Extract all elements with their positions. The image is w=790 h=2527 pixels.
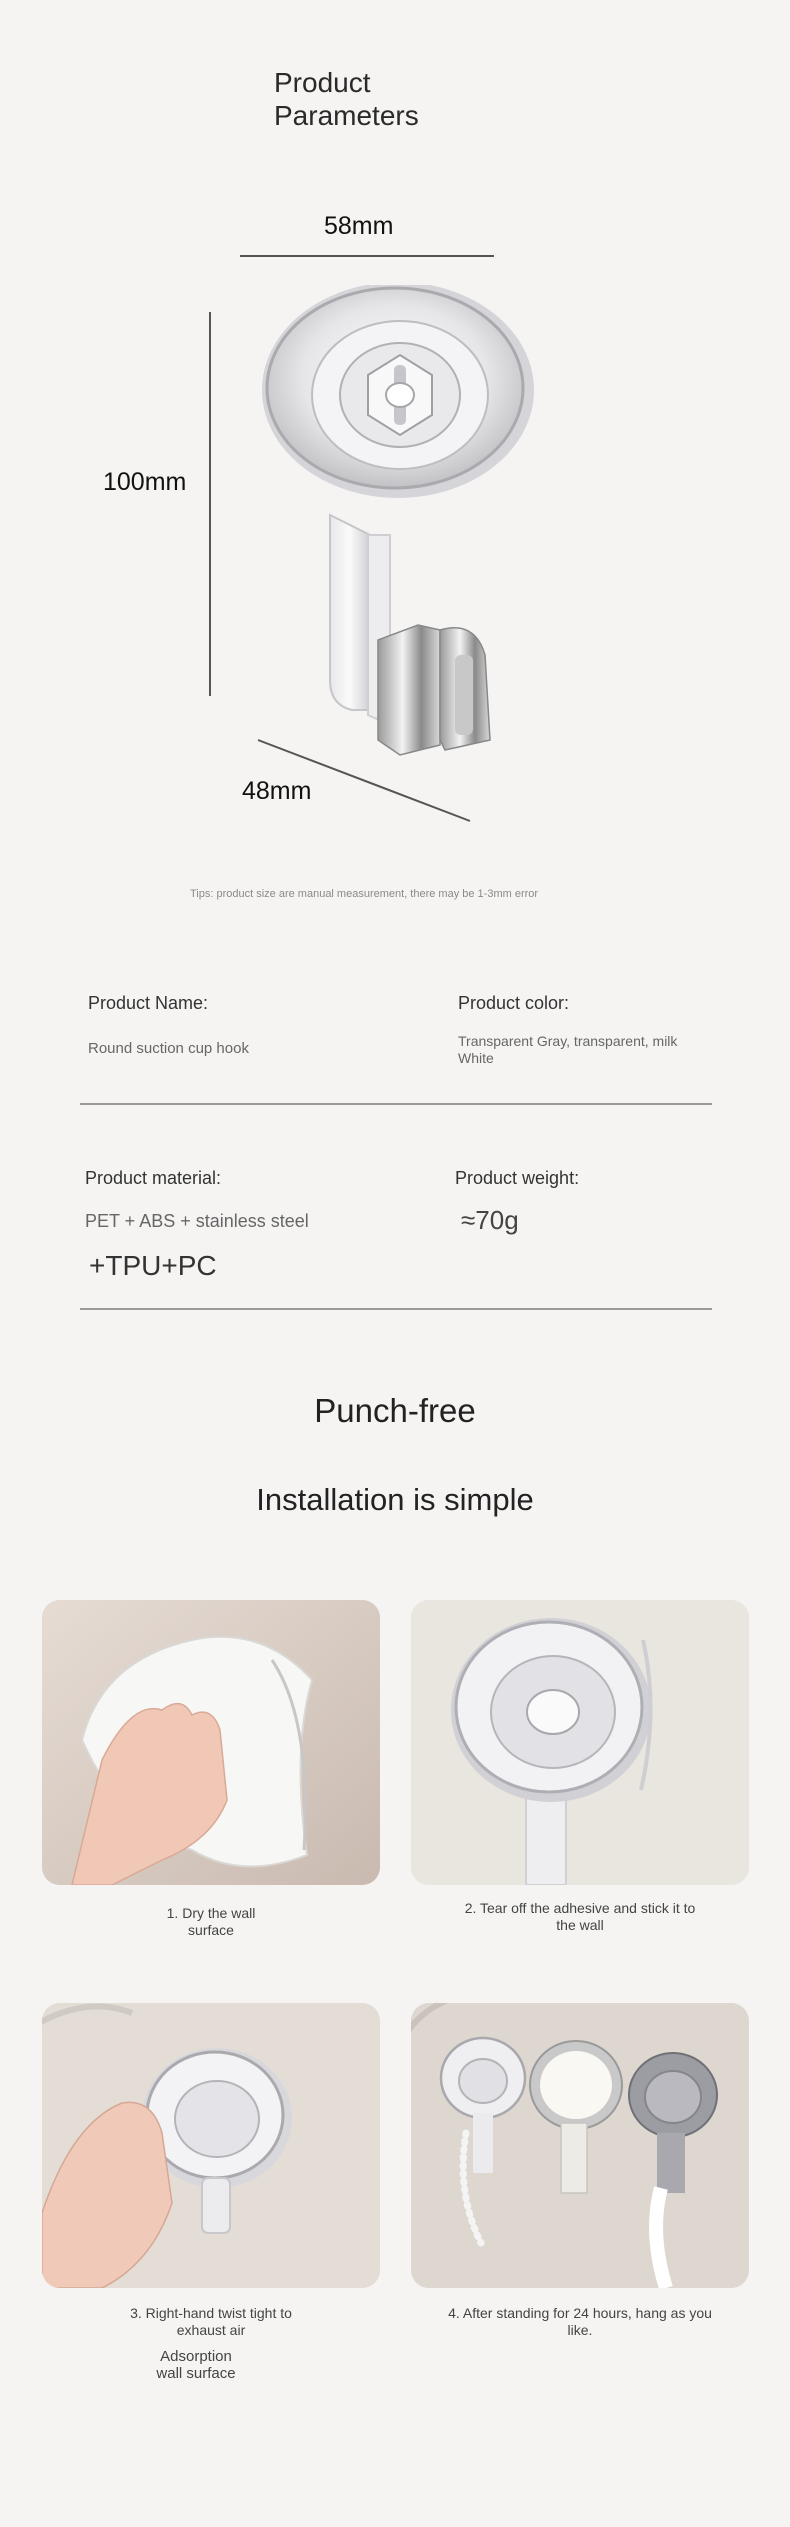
section-heading-installation: Installation is simple	[256, 1482, 534, 1517]
step2-caption	[411, 1900, 749, 1934]
step4-caption	[411, 2305, 749, 2339]
product-material-label: Product material:	[85, 1168, 222, 1188]
product-color-value-line2: White	[458, 1050, 494, 1066]
product-material-value-line1: PET + ABS + stainless steel	[85, 1211, 309, 1231]
step2-image	[411, 1600, 749, 1885]
product-name-value: Round suction cup hook	[88, 1040, 249, 1057]
page-title	[274, 66, 419, 132]
divider	[80, 1103, 712, 1105]
divider	[80, 1308, 712, 1310]
adsorption-note-line1: Adsorption	[160, 2348, 232, 2365]
product-name-label: Product Name:	[88, 993, 209, 1013]
tips-note: Tips: product size are manual measurement, there may be 1-3mm error	[190, 888, 539, 900]
page-title-line2: Parameters	[274, 100, 419, 131]
section-heading-punch-free: Punch-free	[314, 1392, 476, 1429]
step3-caption-line1: 3. Right-hand twist tight to	[130, 2305, 292, 2321]
step1-image	[42, 1600, 380, 1885]
product-color-value-line1: Transparent Gray, transparent, milk	[458, 1033, 678, 1049]
step3-caption-line2: exhaust air	[176, 2322, 246, 2338]
step3-caption	[42, 2305, 380, 2339]
page-title-line1: Product	[274, 67, 371, 98]
step4-caption-line1: 4. After standing for 24 hours, hang as you	[448, 2305, 712, 2321]
step1-caption-line2: surface	[188, 1922, 234, 1938]
adsorption-note	[126, 2348, 266, 2382]
product-image-hook	[250, 285, 540, 765]
step1-caption-line1: 1. Dry the wall	[166, 1905, 256, 1921]
step3-image	[42, 2003, 380, 2288]
product-color-label: Product color:	[458, 993, 570, 1013]
product-weight-label: Product weight:	[455, 1168, 580, 1188]
step2-caption-line1: 2. Tear off the adhesive and stick it to	[464, 1900, 696, 1916]
height-dimension-line	[209, 312, 211, 696]
step4-image	[411, 2003, 749, 2288]
depth-dimension-label: 48mm	[242, 777, 312, 805]
product-weight-value: ≈70g	[461, 1205, 519, 1235]
width-dimension-line	[240, 255, 494, 257]
product-color-value	[458, 1033, 677, 1067]
product-material-value-line2: +TPU+PC	[89, 1250, 217, 1281]
width-dimension-label: 58mm	[324, 212, 394, 240]
adsorption-note-line2: wall surface	[156, 2365, 236, 2382]
step2-caption-line2: the wall	[556, 1917, 604, 1933]
height-dimension-label: 100mm	[103, 468, 187, 496]
step4-caption-line2: like.	[567, 2322, 593, 2338]
step1-caption	[42, 1905, 380, 1939]
